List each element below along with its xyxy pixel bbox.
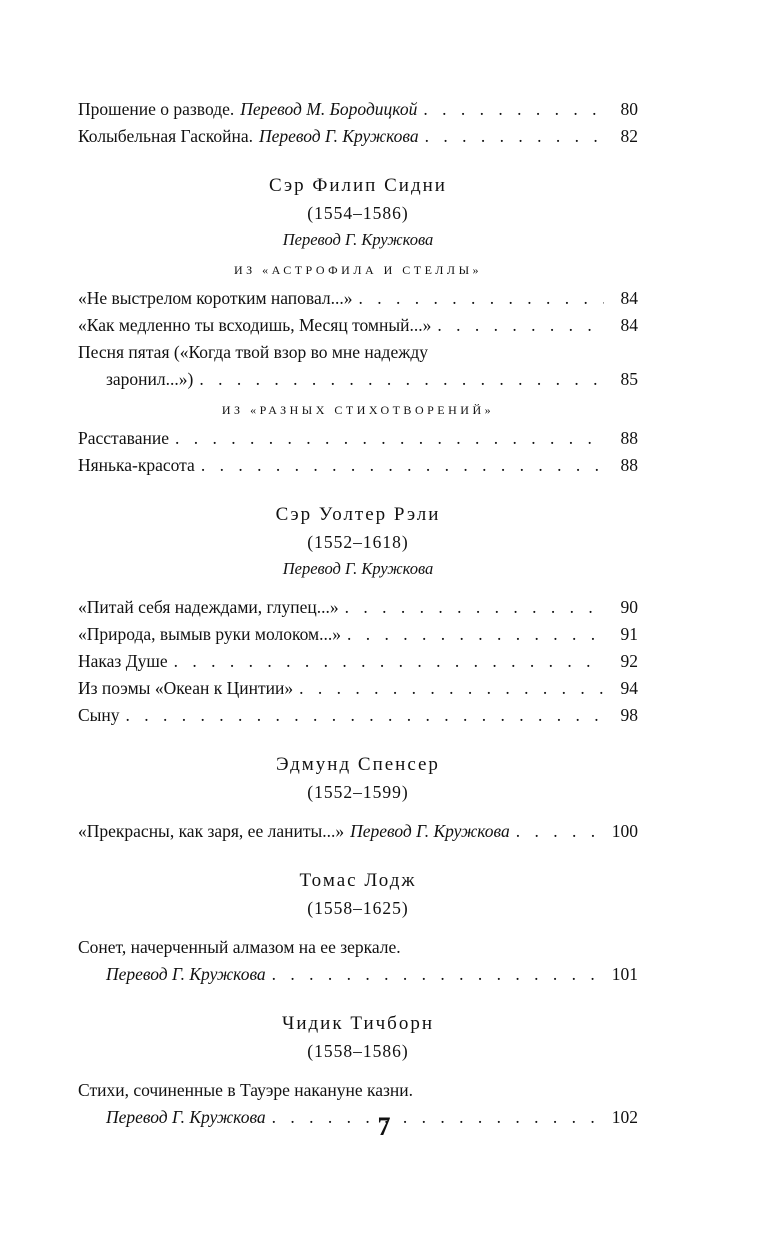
section-heading: ИЗ «РАЗНЫХ СТИХОТВОРЕНИЙ» — [221, 403, 495, 417]
author-heading: Сэр Уолтер Рэли — [275, 504, 441, 525]
author-translator: Перевод Г. Кружкова — [282, 559, 434, 578]
author-heading: Томас Лодж — [299, 870, 417, 891]
entry-title: Прошение о разводе. — [78, 99, 235, 119]
entry-title: Нянька-красота — [78, 455, 195, 475]
dot-leader — [437, 312, 604, 339]
entry-page: 88 — [620, 455, 638, 475]
entry-title-continued: заронил...») — [106, 369, 194, 389]
entry-title: «Прекрасны, как заря, ее ланиты...» — [78, 821, 345, 841]
author-years: (1554–1586) — [307, 203, 409, 223]
entry-title-line: Песня пятая («Когда твой взор во мне надежду — [78, 342, 428, 362]
entry-page: 100 — [611, 821, 638, 841]
entry-title: Наказ Душе — [78, 651, 168, 671]
author-heading: Чидик Тичборн — [281, 1013, 435, 1034]
entry-page: 92 — [620, 651, 638, 671]
page-number: 7 — [377, 1112, 391, 1141]
entry-page: 84 — [620, 315, 638, 335]
toc-entry — [78, 285, 638, 312]
entry-page: 94 — [620, 678, 638, 698]
toc-entry — [78, 594, 638, 621]
toc-entry — [78, 312, 638, 339]
dot-leader — [201, 452, 604, 479]
toc-entry — [78, 648, 638, 675]
toc-entry — [78, 621, 638, 648]
dot-leader — [272, 961, 604, 988]
dot-leader — [126, 702, 604, 729]
entry-page: 91 — [620, 624, 638, 644]
entry-title: Колыбельная Гаскойна. — [78, 126, 253, 146]
dot-leader — [175, 425, 604, 452]
entry-title-line: Сонет, начерченный алмазом на ее зеркале. — [78, 937, 401, 957]
dot-leader — [516, 818, 604, 845]
entry-title: Сыну — [78, 705, 120, 725]
dot-leader — [358, 285, 604, 312]
toc-entry — [78, 96, 638, 123]
toc-entry — [78, 702, 638, 729]
table-of-contents — [78, 96, 638, 1131]
entry-page: 84 — [620, 288, 638, 308]
entry-page: 80 — [620, 99, 638, 119]
entry-title: «Как медленно ты всходишь, Месяц томный...» — [78, 315, 432, 335]
dot-leader — [174, 648, 604, 675]
entry-title: Расставание — [78, 428, 169, 448]
entry-page: 90 — [620, 597, 638, 617]
entry-title: «Не выстрелом коротким наповал...» — [78, 288, 353, 308]
dot-leader — [423, 96, 604, 123]
author-years: (1552–1599) — [307, 782, 409, 802]
entry-title-line: Стихи, сочиненные в Тауэре накануне казни. — [78, 1080, 414, 1100]
entry-translator: Перевод Г. Кружкова — [106, 964, 266, 984]
author-translator: Перевод Г. Кружкова — [282, 230, 434, 249]
entry-page: 98 — [620, 705, 638, 725]
entry-page: 82 — [620, 126, 638, 146]
entry-page: 85 — [620, 369, 638, 389]
toc-entry — [78, 366, 638, 393]
author-heading: Эдмунд Спенсер — [276, 754, 440, 775]
entry-page: 102 — [611, 1107, 638, 1127]
toc-entry — [78, 123, 638, 150]
entry-translator: Перевод Г. Кружкова — [106, 1107, 266, 1127]
entry-title: Из поэмы «Океан к Цинтии» — [78, 678, 294, 698]
toc-entry — [78, 961, 638, 988]
dot-leader — [345, 594, 604, 621]
dot-leader — [347, 621, 604, 648]
author-years: (1558–1625) — [307, 898, 409, 918]
entry-page: 88 — [620, 428, 638, 448]
entry-title: «Природа, вымыв руки молоком...» — [78, 624, 341, 644]
author-heading: Сэр Филип Сидни — [269, 175, 447, 196]
toc-entry — [78, 425, 638, 452]
entry-translator: Перевод Г. Кружкова — [350, 821, 510, 841]
dot-leader — [425, 123, 604, 150]
entry-translator: Перевод М. Бородицкой — [240, 99, 418, 119]
entry-title: «Питай себя надеждами, глупец...» — [78, 597, 339, 617]
toc-entry — [78, 818, 638, 845]
author-years: (1558–1586) — [307, 1041, 409, 1061]
entry-translator: Перевод Г. Кружкова — [258, 126, 419, 146]
toc-entry — [78, 675, 638, 702]
section-heading: ИЗ «АСТРОФИЛА И СТЕЛЛЫ» — [233, 263, 483, 277]
author-years: (1552–1618) — [307, 532, 409, 552]
dot-leader — [199, 366, 604, 393]
entry-page: 101 — [611, 964, 638, 984]
toc-entry — [78, 452, 638, 479]
dot-leader — [299, 675, 604, 702]
